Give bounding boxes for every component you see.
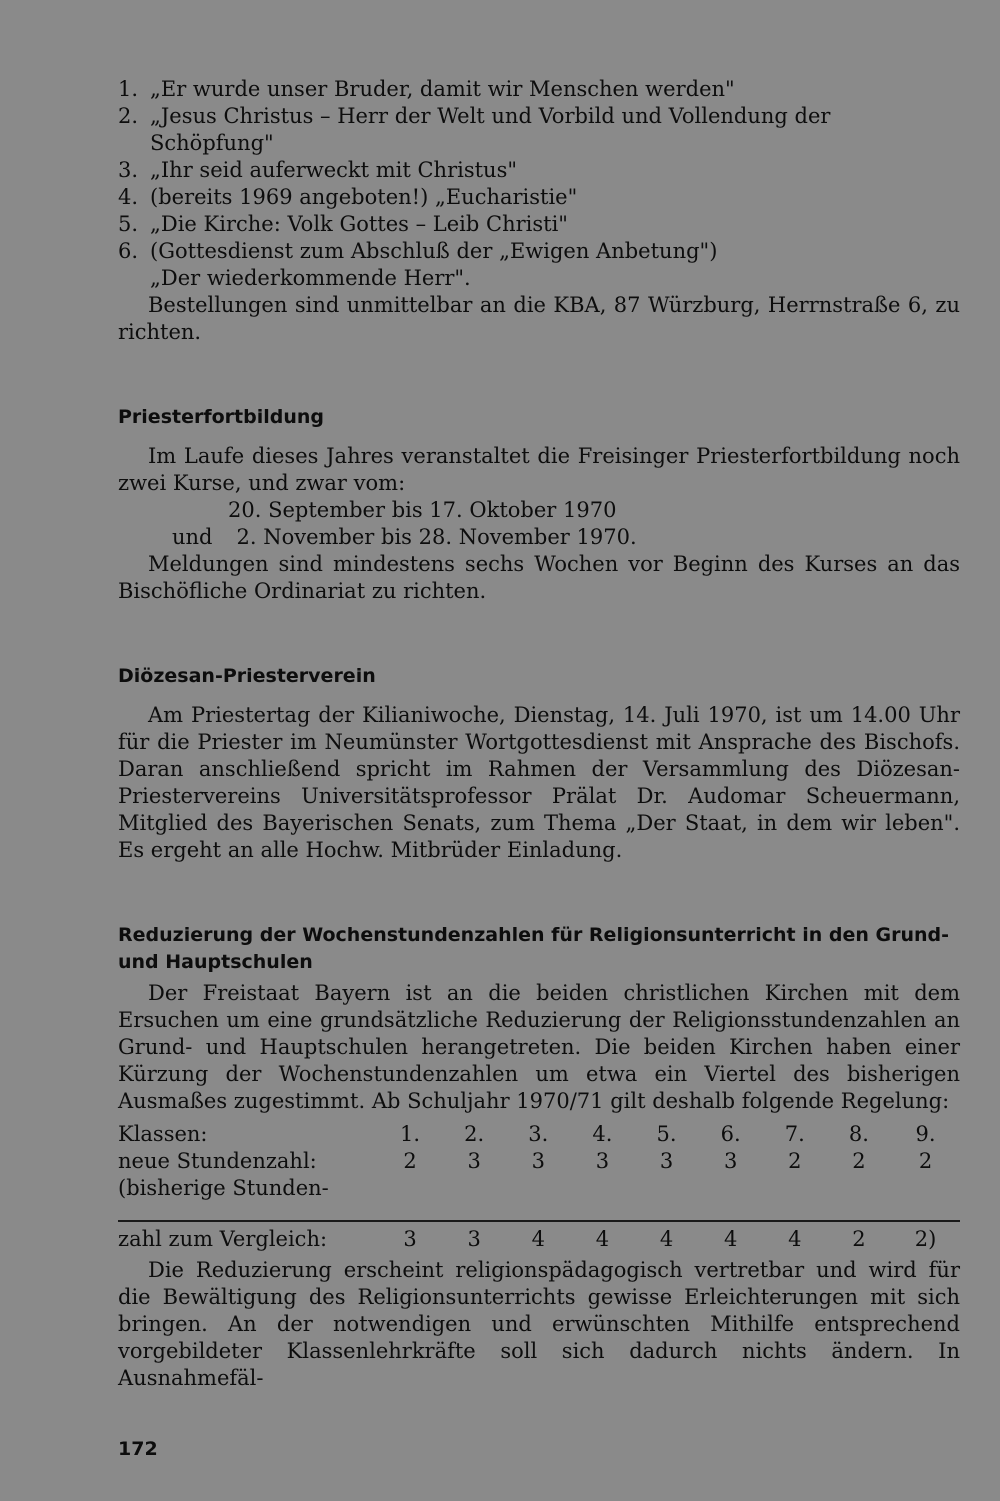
list-item: 6. (Gottesdienst zum Abschluß der „Ewigen Anbetung") „Der wiederkommende Herr". xyxy=(118,239,718,290)
table-label: zahl zum Vergleich: xyxy=(118,1227,328,1251)
list-item: 2. „Jesus Christus – Herr der Welt und Vorbild und Vollendung der Schöpfung" xyxy=(118,104,831,155)
course-date-2-row: und 2. November bis 28. November 1970. xyxy=(172,525,637,549)
reduzierung-text-2: Die Reduzierung erscheint religionspädagogisch vertretbar und wird für die Bewältigung des Religionsunterrichts gewisse Erleichterungen mit sich bringen. An der notwendigen und erwünschten Mithilfe entsprechend vorgebildeter Klassenlehrkräfte soll sich dadurch nichts ändern. In Ausnahmefäl- xyxy=(118,1258,960,1390)
heading-priesterfortbildung: Priesterfortbildung xyxy=(118,406,324,428)
list-item: 1. „Er wurde unser Bruder, damit wir Menschen werden" xyxy=(118,77,735,101)
table-row: neue Stundenzahl: 2 3 3 3 3 3 2 2 2 xyxy=(118,1149,933,1173)
table-row xyxy=(118,1175,960,1202)
course-dates xyxy=(118,497,960,551)
list-item: 3. „Ihr seid auferweckt mit Christus" xyxy=(118,158,518,182)
list-item: 4. (bereits 1969 angeboten!) „Eucharistie" xyxy=(118,185,578,209)
table-label: Klassen: xyxy=(118,1122,208,1146)
stunden-table xyxy=(118,1121,960,1253)
table-label: neue Stundenzahl: xyxy=(118,1149,317,1173)
page-number: 172 xyxy=(118,1438,158,1460)
table-row: Klassen: 1. 2. 3. 4. 5. 6. 7. 8. 9. xyxy=(118,1122,936,1146)
reduzierung-text: Der Freistaat Bayern ist an die beiden christlichen Kirchen mit dem Ersuchen um eine grundsätzliche Reduzierung der Religionsstundenzahlen an Grund- und Hauptschulen herangetreten. Die beiden Kirchen haben einer Kürzung der Wochenstundenzahlen um etwa ein Viertel des bisherigen Ausmaßes zugestimmt. Ab Schuljahr 1970/71 gilt deshalb folgende Regelung: xyxy=(118,981,960,1113)
table-divider xyxy=(118,1202,960,1221)
bestellungen-paragraph: Bestellungen sind unmittelbar an die KBA, 87 Würzburg, Herrnstraße 6, zu richten. xyxy=(118,293,960,344)
priesterverein-text: Am Priestertag der Kilianiwoche, Dienstag, 14. Juli 1970, ist um 14.00 Uhr für die Priester im Neumünster Wortgottesdienst mit Ansprache des Bischofs. Daran anschließend spricht im Rahmen der Versammlung des Diözesan-Priestervereins Universitätsprofessor Prälat Dr. Audomar Scheuermann, Mitglied des Bayerischen Senats, zum Thema „Der Staat, in dem wir leben". Es ergeht an alle Hochw. Mitbrüder Einladung. xyxy=(118,703,960,862)
heading-reduzierung: Reduzierung der Wochenstundenzahlen für Religionsunterricht in den Grund- und Hauptschulen xyxy=(118,924,950,973)
numbered-list xyxy=(118,76,960,292)
page-content xyxy=(118,76,960,1392)
table-label: (bisherige Stunden- xyxy=(118,1176,329,1200)
list-item: 5. „Die Kirche: Volk Gottes – Leib Christi" xyxy=(118,212,568,236)
fortbildung-intro: Im Laufe dieses Jahres veranstaltet die Freisinger Priesterfortbildung noch zwei Kurse, und zwar vom: xyxy=(118,444,960,495)
table-row: zahl zum Vergleich: 3 3 4 4 4 4 4 2 2) xyxy=(118,1221,960,1253)
fortbildung-outro: Meldungen sind mindestens sechs Wochen vor Beginn des Kurses an das Bischöfliche Ordinariat zu richten. xyxy=(118,552,960,603)
heading-priesterverein: Diözesan-Priesterverein xyxy=(118,665,376,687)
course-date-1: 20. September bis 17. Oktober 1970 xyxy=(228,498,617,522)
